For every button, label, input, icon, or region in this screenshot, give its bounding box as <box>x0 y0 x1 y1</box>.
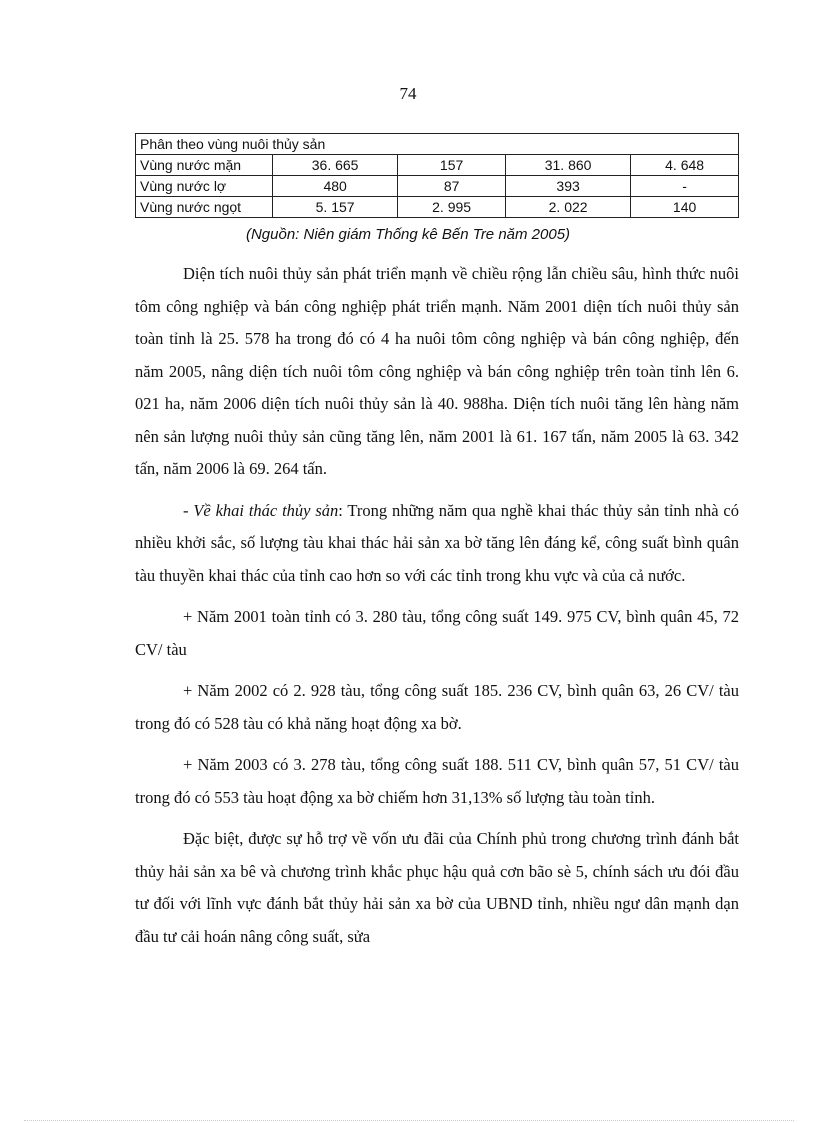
data-table <box>135 133 739 218</box>
table-section-header: Phân theo vùng nuôi thủy sản <box>136 134 739 155</box>
page-number: 74 <box>399 84 417 103</box>
table-row <box>136 176 739 197</box>
row-label: Vùng nước mặn <box>136 155 273 176</box>
paragraph <box>135 495 739 593</box>
table-cell: 140 <box>631 197 739 218</box>
paragraph: + Năm 2001 toàn tỉnh có 3. 280 tàu, tổng công suất 149. 975 CV, bình quân 45, 72 CV/ tàu <box>135 607 739 659</box>
table-cell: 36. 665 <box>273 155 398 176</box>
paragraph: Diện tích nuôi thủy sản phát triển mạnh về chiều rộng lẫn chiều sâu, hình thức nuôi tôm công nghiệp và bán công nghiệp phát triển mạnh. Năm 2001 diện tích nuôi thủy sản toàn tỉnh là 25. 578 ha trong đó có 4 ha nuôi tôm công nghiệp và bán công nghiệp, đến năm 2005, nâng diện tích nuôi tôm công nghiệp và bán công nghiệp trên toàn tỉnh lên 6. 021 ha, năm 2006 diện tích nuôi thủy sản là 40. 988ha. Diện tích nuôi tăng lên hàng năm nên sản lượng nuôi thủy sản cũng tăng lên, năm 2001 là 61. 167 tấn, năm 2005 là 63. 342 tấn, năm 2006 là 69. 264 tấn. <box>135 264 739 478</box>
table-source-caption: (Nguồn: Niên giám Thống kê Bến Tre năm 2005) <box>245 226 571 243</box>
footer-divider <box>24 1120 794 1121</box>
paragraph-prefix: - <box>183 500 194 520</box>
table-row <box>136 155 739 176</box>
body-text <box>135 258 739 962</box>
table-cell: 157 <box>398 155 506 176</box>
table-cell: - <box>631 176 739 197</box>
table-row <box>136 197 739 218</box>
table-cell: 4. 648 <box>631 155 739 176</box>
table-cell: 393 <box>505 176 630 197</box>
table-cell: 5. 157 <box>273 197 398 218</box>
table-cell: 31. 860 <box>505 155 630 176</box>
table-cell: 2. 995 <box>398 197 506 218</box>
paragraph: + Năm 2002 có 2. 928 tàu, tổng công suất 185. 236 CV, bình quân 63, 26 CV/ tàu trong đó có 528 tàu có khả năng hoạt động xa bờ. <box>135 681 739 733</box>
row-label: Vùng nước ngọt <box>136 197 273 218</box>
paragraph-text: : Trong những năm qua nghề khai thác thủy sản tỉnh nhà có nhiều khởi sắc, số lượng tàu khai thác hải sản xa bờ tăng lên đáng kể, công suất bình quân tàu thuyền khai thác của tỉnh cao hơn so với các tỉnh trong khu vực và của cả nước. <box>135 500 739 585</box>
row-label: Vùng nước lợ <box>136 176 273 197</box>
paragraph: Đặc biệt, được sự hỗ trợ về vốn ưu đãi của Chính phủ trong chương trình đánh bắt thủy hải sản xa bê và chương trình khắc phục hậu quả cơn bão sè 5, chính sách ưu đói đầu tư đối với lĩnh vực đánh bắt thủy hải sản xa bờ của UBND tỉnh, nhiều ngư dân mạnh dạn đầu tư cải hoán nâng công suất, sửa <box>135 829 739 946</box>
table-cell: 2. 022 <box>505 197 630 218</box>
table-section-row <box>136 134 739 155</box>
paragraph: + Năm 2003 có 3. 278 tàu, tổng công suất 188. 511 CV, bình quân 57, 51 CV/ tàu trong đó có 553 tàu hoạt động xa bờ chiếm hơn 31,13% số lượng tàu toàn tỉnh. <box>135 755 739 807</box>
table-cell: 87 <box>398 176 506 197</box>
table-cell: 480 <box>273 176 398 197</box>
paragraph-italic-heading: Về khai thác thủy sản <box>193 500 339 520</box>
